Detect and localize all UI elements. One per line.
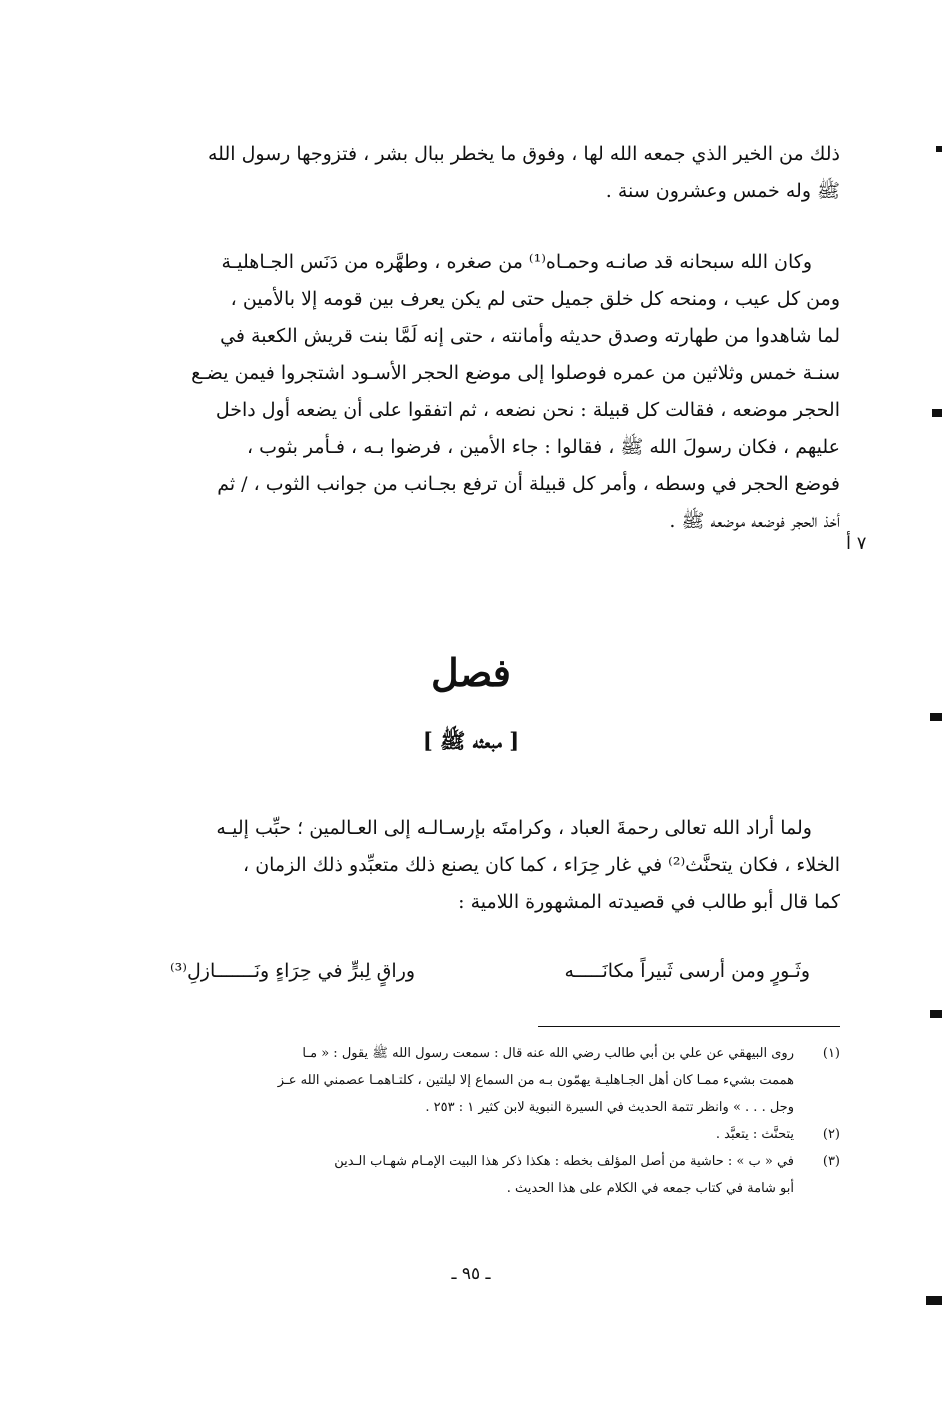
section-subtitle: [ مبعثه ﷺ ] [422,728,520,753]
footnote-number: (٢) [822,1127,840,1142]
footnote-line: أبو شامة في كتاب جمعه في الكلام على هذا الحديث . [506,1181,794,1196]
footnote-line: يتحنَّث : يتعبَّد . [715,1127,794,1142]
footnote-separator [538,1026,840,1027]
verse-second-hemistich: وراقٍ لِبرٍّ في حِرَاءٍ ونَـــــــازلِ⁽³⁾ [170,960,416,982]
footnotes [138,1040,840,1202]
footnote-2 [138,1121,840,1148]
footnote-3 [138,1148,840,1202]
paragraph-3 [138,810,840,921]
scan-edge-mark [930,713,942,721]
section-title: فصل [431,650,511,695]
page-number: ـ ٩٥ ـ [451,1264,491,1284]
paragraph-2-line: فوضع الحجر في وسطه ، وأمر كل قبيلة أن ترفع بجـانب من جوانب الثوب ، / ثم [217,473,840,495]
paragraph-2-line: ومن كل عيب ، ومنحه كل خلق جميل حتى لم يكن يعرف بين قومه إلا بالأمين ، [230,288,840,310]
verse-first-hemistich: وثَـورٍ ومن أرسى ثَبيراً مكانَـــــه [564,960,810,982]
manuscript-folio-reference: ٧ أ [846,533,867,554]
paragraph-3-line: الخلاء ، فكان يتحنَّث⁽²⁾ في غار حِرَاء ، كما كان يصنع ذلك متعبِّدو ذلك الزمان ، [243,854,840,876]
paragraph-3-line: ولما أراد الله تعالى رحمةَ العباد ، وكرامتَه بإرسـالـه إلى العـالمين ؛ حبِّب إليـه [216,817,812,839]
footnote-text [138,1121,794,1148]
poetry-verse [170,960,810,982]
scan-edge-mark [930,1010,942,1018]
footnote-text [138,1040,794,1121]
paragraph-2-line: الحجر موضعه ، فقالت كل قبيلة : نحن نضعه ، ثم اتفقوا على أن يضعه أول داخل [215,399,840,421]
paragraph-2 [138,244,840,540]
scan-edge-mark [932,409,942,417]
paragraph-1-line: ذلك من الخير الذي جمعه الله لها ، وفوق ما يخطر ببال بشر ، فتزوجها رسول الله [208,143,840,165]
paragraph-1-line: ﷺ وله خمس وعشرون سنة . [605,180,840,202]
paragraph-2-line: أخذ الحجر فوضعه موضعه ﷺ . [669,510,840,532]
scan-edge-mark [936,146,942,152]
footnote-line: روى البيهقي عن علي بن أبي طالب رضي الله عنه قال : سمعت رسول الله ﷺ يقول : « مـا [302,1046,794,1061]
paragraph-1 [138,136,840,210]
paragraph-2-line: وكان الله سبحانه قد صانـه وحمـاه⁽¹⁾ من صغره ، وطهَّره من دَنَس الجـاهليـة [221,251,812,273]
footnote-text [138,1148,794,1202]
footnote-number: (١) [822,1046,840,1061]
footnote-line: في « ب » : حاشية من أصل المؤلف بخطه : هكذا ذكر هذا البيت الإمـام شهـاب الـدين [334,1154,794,1169]
footnote-line: هممت بشيء ممـا كان أهل الجـاهليـة يهمّون بـه من السماع إلا ليلتين ، كلتـاهمـا عصمني الله عـز [277,1073,794,1088]
paragraph-3-line: كما قال أبو طالب في قصيدته المشهورة اللامية : [458,891,840,913]
paragraph-2-line: سنـة خمس وثلاثين من عمره فوصلوا إلى موضع الحجر الأسـود اشتجروا فيمن يضـع [191,362,840,384]
paragraph-2-line: لما شاهدوا من طهارته وصدق حديثه وأمانته ، حتى إنه لَمَّا بنت قريش الكعبة في [220,325,840,347]
footnote-number: (٣) [822,1154,840,1169]
footnote-line: وجل . . . » وانظر تتمة الحديث في السيرة النبوية لابن كثير ١ : ٢٥٣ . [425,1100,794,1115]
footnote-1 [138,1040,840,1121]
scan-edge-mark [926,1296,942,1305]
paragraph-2-line: عليهم ، فكان رسولَ الله ﷺ ، فقالوا : جاء الأمين ، فرضوا بـه ، فـأمر بثوب ، [246,436,840,458]
